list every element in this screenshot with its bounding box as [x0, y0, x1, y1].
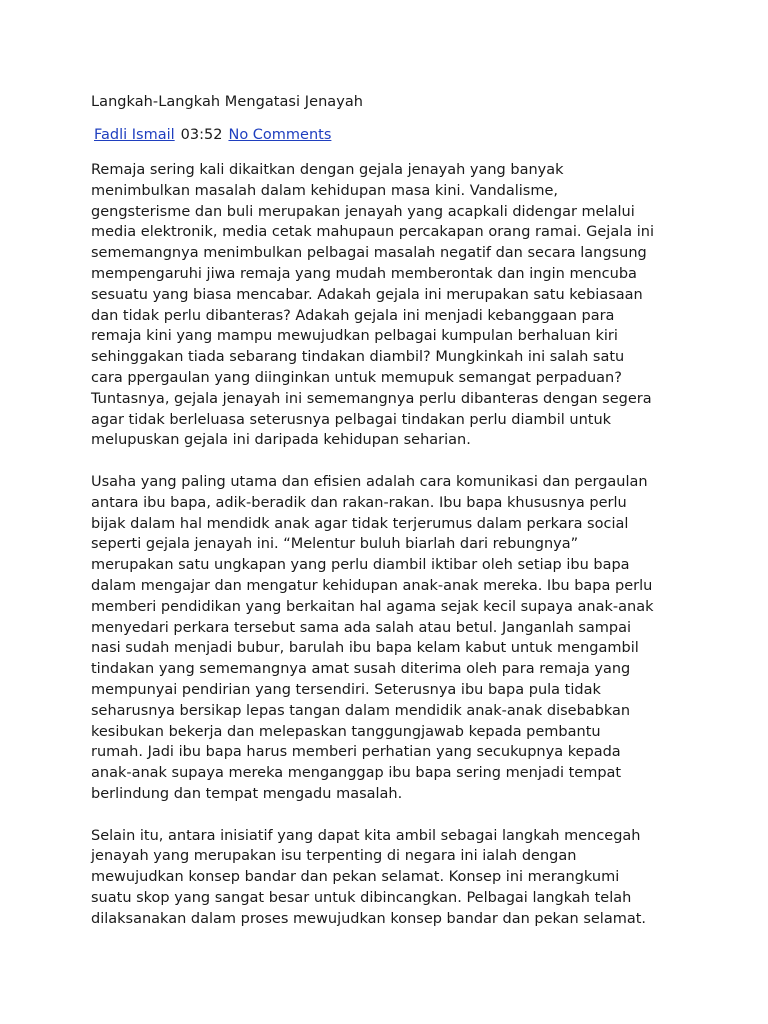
text-line: agar tidak berleluasa seterusnya pelbagai tindakan perlu diambil untuk	[91, 411, 612, 428]
text-line: seperti gejala jenayah ini. “Melentur buluh biarlah dari rebungnya”	[91, 536, 579, 553]
text-line: menyedari perkara tersebut sama ada salah atau betul. Janganlah sampai	[91, 619, 632, 636]
text-line: Usaha yang paling utama dan efisien adalah cara komunikasi dan pergaulan	[91, 473, 648, 490]
text-line: mewujudkan konsep bandar dan pekan selamat. Konsep ini merangkumi	[91, 869, 620, 886]
text-line: sesuatu yang biasa mencabar. Adakah gejala ini merupakan satu kebiasaan	[91, 286, 643, 303]
text-line: melupuskan gejala ini daripada kehidupan seharian.	[91, 432, 471, 449]
text-line: merupakan satu ungkapan yang perlu diambil iktibar oleh setiap ibu bapa	[91, 557, 630, 574]
post-time: 03:52	[180, 127, 223, 143]
text-line: jenayah yang merupakan isu terpenting di negara ini ialah dengan	[91, 848, 577, 865]
text-line: suatu skop yang sangat besar untuk dibincangkan. Pelbagai langkah telah	[91, 889, 632, 906]
text-line: sememangnya menimbulkan pelbagai masalah negatif dan secara langsung	[91, 245, 647, 262]
post-meta	[91, 125, 691, 145]
text-line: dalam mengajar dan mengatur kehidupan anak-anak mereka. Ibu bapa perlu	[91, 577, 653, 594]
text-line: remaja kini yang mampu mewujudkan pelbagai kumpulan berhaluan kiri	[91, 328, 618, 345]
text-line: cara ppergaulan yang diinginkan untuk memupuk semangat perpaduan?	[91, 369, 622, 386]
text-line: Remaja sering kali dikaitkan dengan gejala jenayah yang banyak	[91, 162, 564, 178]
page-title: Langkah-Langkah Mengatasi Jenayah	[91, 94, 364, 110]
text-line: anak-anak supaya mereka menganggap ibu bapa sering menjadi tempat	[91, 765, 622, 782]
article	[91, 92, 691, 950]
text-line: dan tidak perlu dibanteras? Adakah gejala ini menjadi kebanggaan para	[91, 307, 615, 324]
author-link[interactable]: Fadli Ismail	[94, 127, 175, 143]
paragraph-1	[91, 160, 691, 451]
paragraph-2	[91, 472, 691, 805]
paragraph-3	[91, 826, 691, 930]
text-line: rumah. Jadi ibu bapa harus memberi perhatian yang secukupnya kepada	[91, 744, 621, 761]
comments-link[interactable]: No Comments	[228, 127, 332, 143]
text-line: gengsterisme dan buli merupakan jenayah yang acapkali didengar melalui	[91, 203, 635, 220]
article-body	[91, 160, 691, 929]
text-line: seharusnya bersikap lepas tangan dalam mendidik anak-anak disebabkan	[91, 702, 631, 719]
text-line: bijak dalam hal mendidk anak agar tidak terjerumus dalam perkara social	[91, 515, 629, 532]
text-line: kesibukan bekerja dan melepaskan tanggungjawab kepada pembantu	[91, 723, 601, 740]
text-line: mempunyai pendirian yang tersendiri. Seterusnya ibu bapa pula tidak	[91, 681, 601, 698]
text-line: dilaksanakan dalam proses mewujudkan konsep bandar dan pekan selamat.	[91, 910, 647, 927]
text-line: memberi pendidikan yang berkaitan hal agama sejak kecil supaya anak-anak	[91, 598, 654, 615]
text-line: Tuntasnya, gejala jenayah ini sememangnya perlu dibanteras dengan segera	[91, 390, 652, 407]
text-line: mempengaruhi jiwa remaja yang mudah memberontak dan ingin mencuba	[91, 265, 637, 282]
text-line: sehinggakan tiada sebarang tindakan diambil? Mungkinkah ini salah satu	[91, 349, 625, 366]
text-line: Selain itu, antara inisiatif yang dapat kita ambil sebagai langkah mencegah	[91, 827, 641, 844]
text-line: menimbulkan masalah dalam kehidupan masa kini. Vandalisme,	[91, 182, 558, 199]
text-line: nasi sudah menjadi bubur, barulah ibu bapa kelam kabut untuk mengambil	[91, 640, 639, 657]
text-line: media elektronik, media cetak mahupaun percakapan orang ramai. Gejala ini	[91, 224, 654, 241]
text-line: antara ibu bapa, adik-beradik dan rakan-rakan. Ibu bapa khususnya perlu	[91, 494, 627, 511]
text-line: tindakan yang sememangnya amat susah diterima oleh para remaja yang	[91, 661, 631, 678]
text-line: berlindung dan tempat mengadu masalah.	[91, 785, 403, 802]
